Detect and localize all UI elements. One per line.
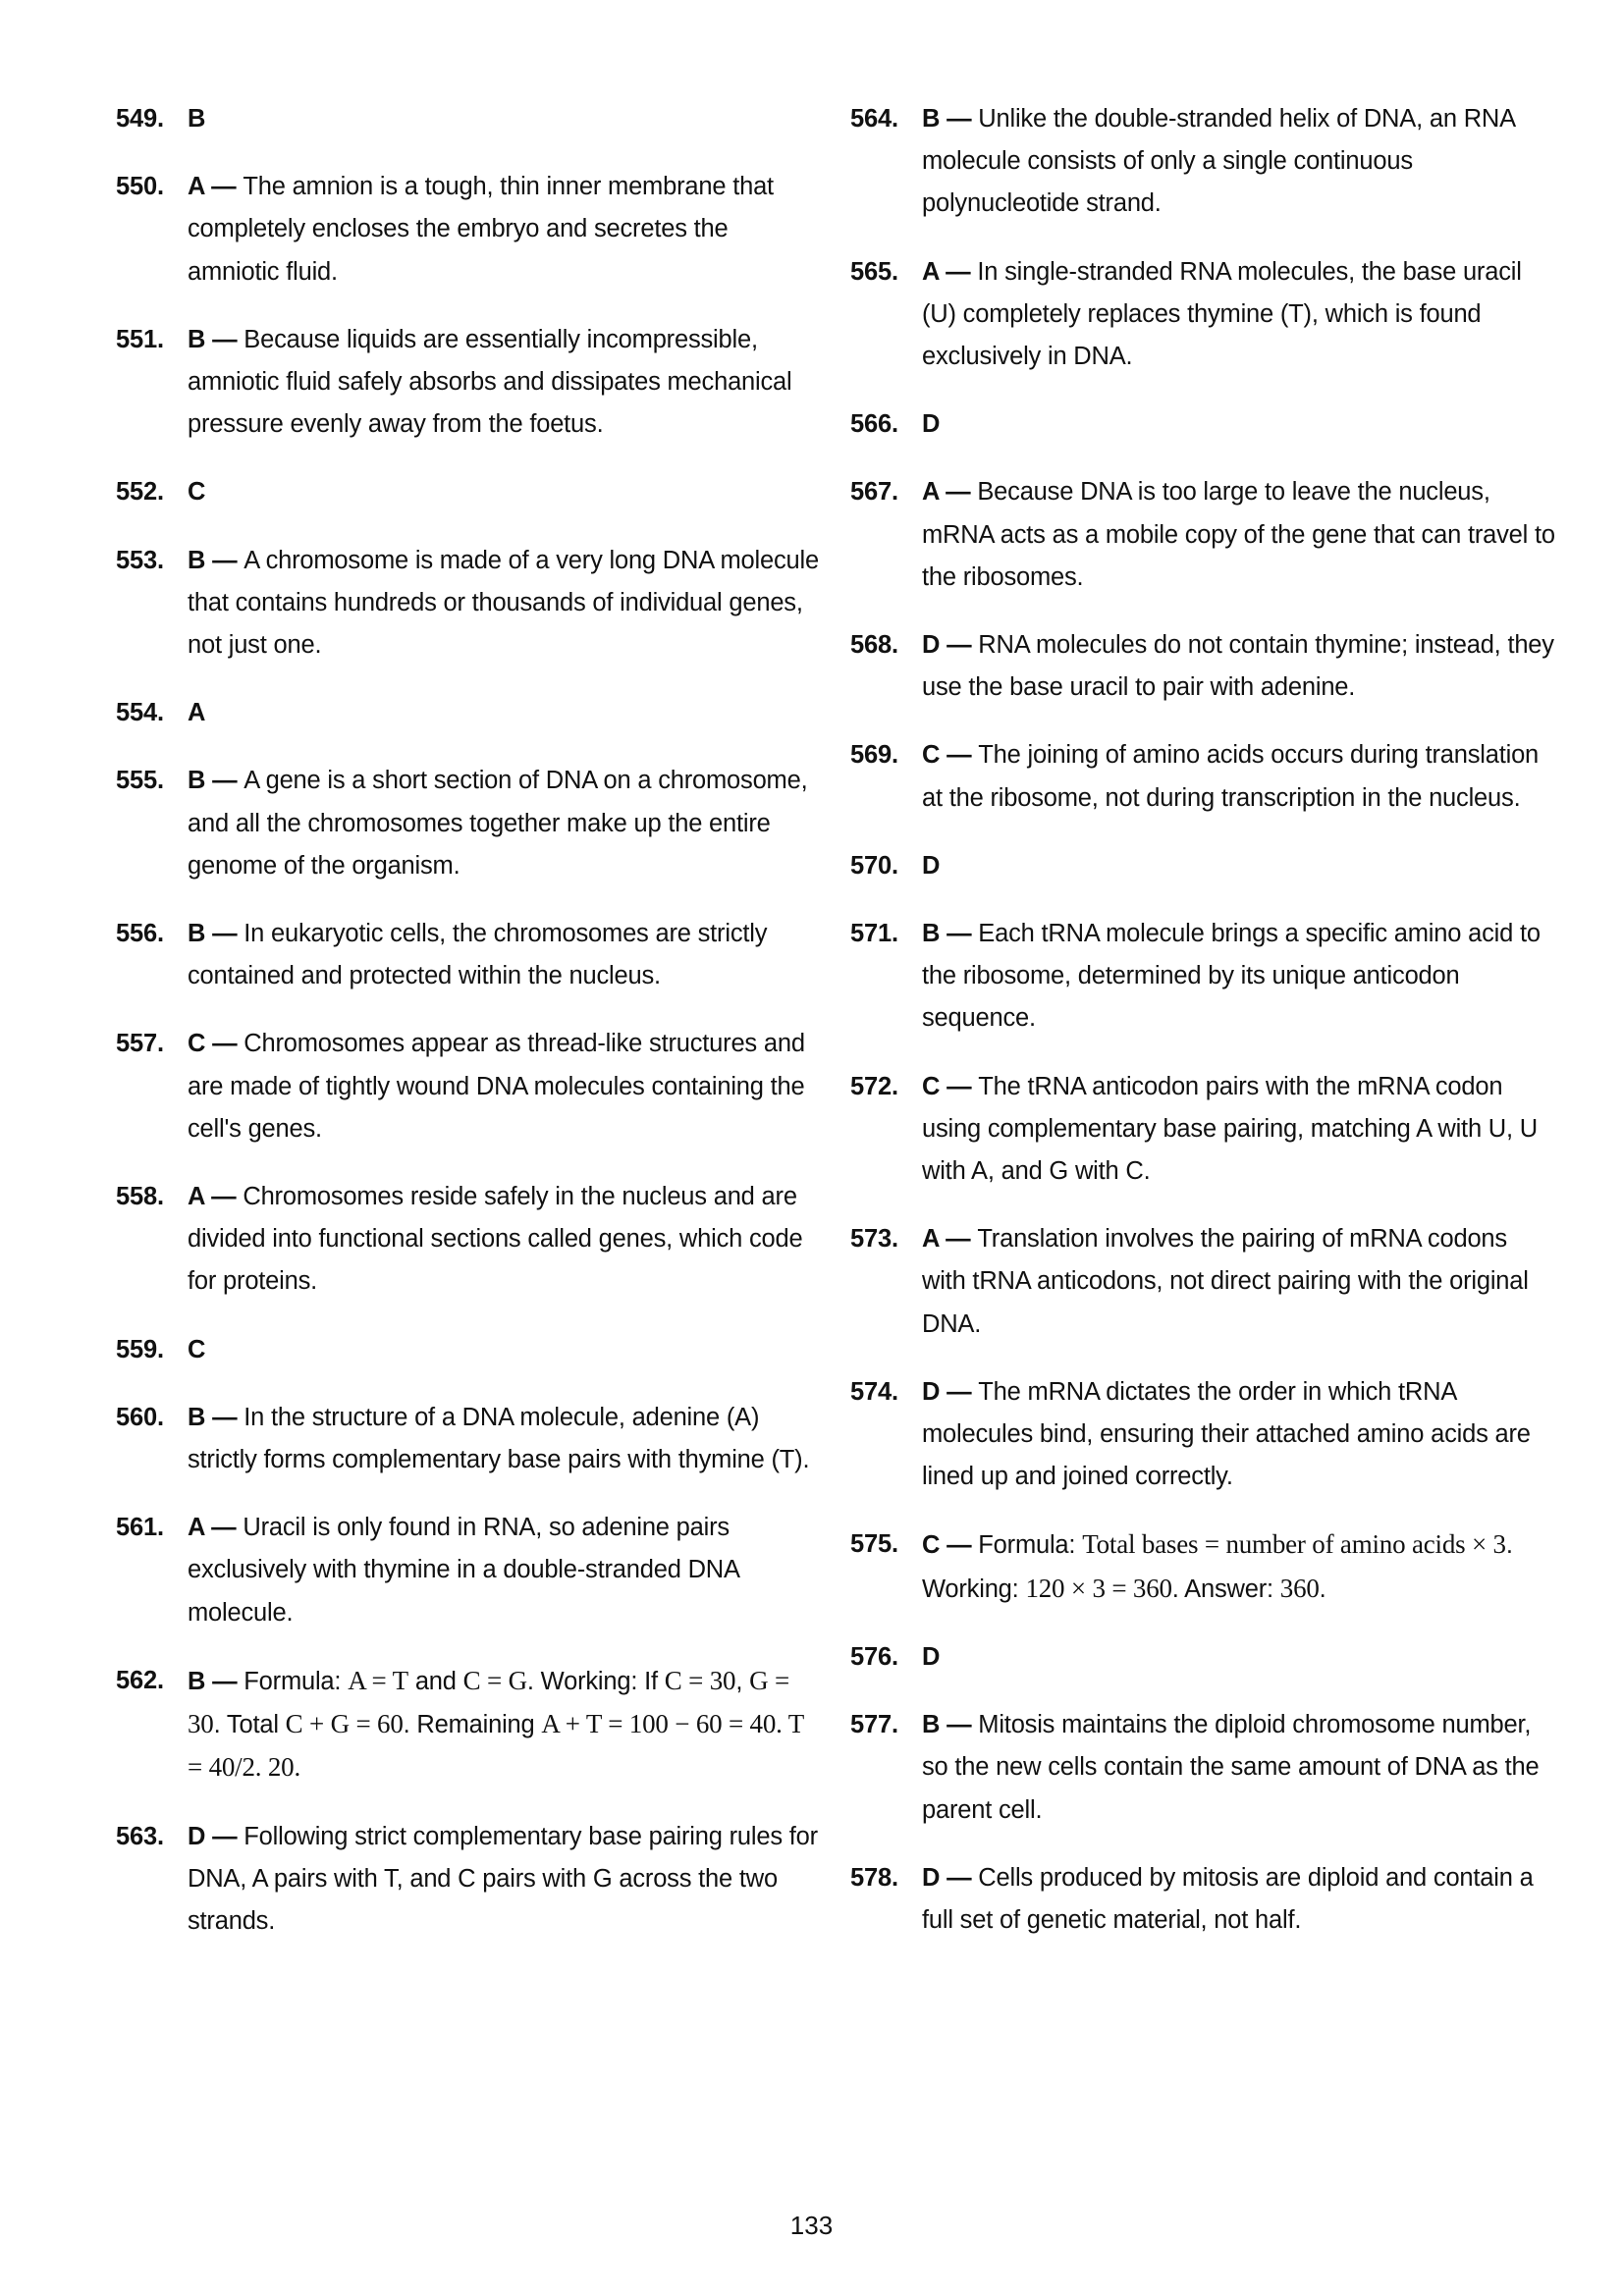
explanation-text: Following strict complementary base pairing rules for DNA, A pairs with T, and C pairs with G across the two strands. xyxy=(188,1822,818,1935)
explanation-text: In eukaryotic cells, the chromosomes are strictly contained and protected within the nucleus. xyxy=(188,920,768,990)
question-number: 561. xyxy=(116,1514,164,1542)
answer-separator: — xyxy=(940,1072,979,1100)
answer-item xyxy=(116,1397,823,1481)
explanation-text: The joining of amino acids occurs during translation at the ribosome, not during transcription in the nucleus. xyxy=(922,741,1540,812)
answer-separator: — xyxy=(940,741,979,770)
question-number: 562. xyxy=(116,1666,164,1694)
explanation-text: . Answer: xyxy=(1171,1575,1280,1603)
question-number: 552. xyxy=(116,478,164,507)
explanation-text: The mRNA dictates the order in which tRNA molecules bind, ensuring their attached amino acids are lined up and joined correctly. xyxy=(922,1377,1531,1491)
explanation-text: Translation involves the pairing of mRNA codons with tRNA anticodons, not direct pairing with the original DNA. xyxy=(922,1225,1529,1338)
answer-letter: C xyxy=(922,1072,941,1100)
question-number: 557. xyxy=(116,1030,164,1058)
answer-letter: D xyxy=(188,1822,206,1850)
explanation-text: Formula: xyxy=(978,1531,1083,1560)
math-expression: C + G = 60 xyxy=(285,1709,404,1739)
answer-item xyxy=(850,1523,1557,1610)
answer-item xyxy=(850,471,1557,599)
answer-separator: — xyxy=(205,920,244,948)
explanation-text: Mitosis maintains the diploid chromosome number, so the new cells contain the same amount of DNA as the parent cell. xyxy=(922,1711,1540,1824)
question-number: 559. xyxy=(116,1335,164,1363)
math-expression: G = 30 xyxy=(188,1665,789,1739)
answer-item xyxy=(116,1507,823,1634)
answer-separator: — xyxy=(940,1531,979,1560)
answer-item xyxy=(116,913,823,997)
question-number: 558. xyxy=(116,1183,164,1211)
answer-separator: — xyxy=(205,546,244,574)
right-answer-column xyxy=(850,98,1557,1967)
answer-letter: A xyxy=(922,478,940,507)
math-expression: 120 × 3 = 360 xyxy=(1025,1573,1172,1603)
answer-letter: B xyxy=(188,920,206,948)
question-number: 578. xyxy=(850,1863,898,1892)
question-number: 549. xyxy=(116,105,164,133)
explanation-text: , xyxy=(735,1667,750,1695)
answer-letter: A xyxy=(188,1183,205,1211)
answer-separator: — xyxy=(940,920,979,948)
answer-item xyxy=(116,760,823,887)
answer-letter: D xyxy=(922,851,941,880)
math-expression: 360 xyxy=(1279,1573,1320,1603)
answer-separator: — xyxy=(205,1667,244,1695)
answer-item xyxy=(850,251,1557,379)
answer-separator: — xyxy=(939,257,978,286)
answer-item xyxy=(850,1857,1557,1942)
question-number: 550. xyxy=(116,173,164,201)
answer-separator: — xyxy=(939,478,978,507)
answer-separator: — xyxy=(205,1403,244,1431)
question-number: 563. xyxy=(116,1822,164,1850)
answer-letter: B xyxy=(188,1667,206,1695)
explanation-text: Chromosomes appear as thread-like structures and are made of tightly wound DNA molecules containing the cell's genes. xyxy=(188,1030,805,1143)
question-number: 567. xyxy=(850,478,898,507)
explanation-text: Formula: xyxy=(243,1667,349,1695)
question-number: 560. xyxy=(116,1403,164,1431)
answer-separator: — xyxy=(204,1514,243,1542)
answer-item xyxy=(116,540,823,667)
answer-separator: — xyxy=(204,1183,243,1211)
question-number: 568. xyxy=(850,631,898,660)
answer-letter: D xyxy=(922,1377,941,1406)
question-number: 556. xyxy=(116,920,164,948)
question-number: 551. xyxy=(116,325,164,353)
answer-item xyxy=(850,403,1557,446)
answer-letter: D xyxy=(922,631,941,660)
question-number: 577. xyxy=(850,1711,898,1739)
answer-item xyxy=(116,1023,823,1150)
answer-separator: — xyxy=(940,1863,979,1892)
answer-letter: C xyxy=(922,741,941,770)
answer-letter: B xyxy=(922,920,941,948)
answer-item xyxy=(116,319,823,447)
explanation-text: and xyxy=(407,1667,463,1695)
answer-item xyxy=(116,166,823,294)
answer-letter: D xyxy=(922,1642,941,1671)
answer-item xyxy=(116,1816,823,1944)
question-number: 574. xyxy=(850,1377,898,1406)
question-number: 576. xyxy=(850,1642,898,1671)
answer-separator: — xyxy=(939,1225,978,1254)
answer-item xyxy=(850,1704,1557,1832)
answer-item xyxy=(850,1371,1557,1499)
answer-letter: D xyxy=(922,1863,941,1892)
answer-letter: C xyxy=(922,1531,941,1560)
answer-item xyxy=(116,692,823,734)
answer-letter: B xyxy=(188,105,206,133)
answer-separator: — xyxy=(940,105,979,133)
answer-item xyxy=(850,624,1557,709)
explanation-text: . xyxy=(1319,1575,1326,1603)
math-expression: A = T xyxy=(348,1665,408,1695)
answer-letter: B xyxy=(188,767,206,795)
math-expression: A + T = 100 − 60 = 40. T = 40/2. 20. xyxy=(188,1709,804,1783)
answer-letter: C xyxy=(188,1335,206,1363)
explanation-text: . Remaining xyxy=(403,1711,542,1739)
question-number: 575. xyxy=(850,1530,898,1559)
explanation-text: Because liquids are essentially incompressible, amniotic fluid safely absorbs and dissipates mechanical pressure evenly away from the foetus. xyxy=(188,325,792,439)
explanation-text: . Total xyxy=(213,1711,286,1739)
explanation-text: A chromosome is made of a very long DNA molecule that contains hundreds or thousands of individual genes, not just one. xyxy=(188,546,819,660)
explanation-text: Unlike the double-stranded helix of DNA, an RNA molecule consists of only a single continuous polynucleotide strand. xyxy=(922,105,1515,218)
answer-separator: — xyxy=(204,173,243,201)
math-expression: C = G xyxy=(462,1665,527,1695)
explanation-text: In single-stranded RNA molecules, the base uracil (U) completely replaces thymine (T), which is found exclusively in DNA. xyxy=(922,257,1522,371)
question-number: 555. xyxy=(116,767,164,795)
math-expression: Total bases = number of amino acids × 3 xyxy=(1082,1529,1506,1560)
answer-letter: A xyxy=(188,1514,205,1542)
explanation-text: RNA molecules do not contain thymine; instead, they use the base uracil to pair with adenine. xyxy=(922,631,1554,702)
answer-separator: — xyxy=(205,767,244,795)
answer-letter: C xyxy=(188,478,206,507)
answer-item xyxy=(850,1066,1557,1194)
answer-separator: — xyxy=(940,1711,979,1739)
answer-item xyxy=(850,913,1557,1041)
question-number: 554. xyxy=(116,699,164,727)
answer-item xyxy=(850,734,1557,819)
question-number: 573. xyxy=(850,1225,898,1254)
question-number: 564. xyxy=(850,105,898,133)
question-number: 565. xyxy=(850,257,898,286)
answer-item xyxy=(850,98,1557,226)
explanation-text: The amnion is a tough, thin inner membrane that completely encloses the embryo and secretes the amniotic fluid. xyxy=(188,173,774,286)
answer-item xyxy=(850,1636,1557,1679)
question-number: 553. xyxy=(116,546,164,574)
answer-letter: D xyxy=(922,410,941,439)
explanation-text: Chromosomes reside safely in the nucleus and are divided into functional sections called genes, which code for proteins. xyxy=(188,1183,803,1296)
answer-letter: B xyxy=(188,325,206,353)
question-number: 570. xyxy=(850,851,898,880)
explanation-text: . Working: xyxy=(922,1531,1513,1603)
explanation-text: Cells produced by mitosis are diploid and contain a full set of genetic material, not half. xyxy=(922,1863,1534,1934)
answer-letter: A xyxy=(922,257,940,286)
explanation-text: Each tRNA molecule brings a specific amino acid to the ribosome, determined by its unique anticodon sequence. xyxy=(922,920,1541,1033)
answer-item xyxy=(850,1218,1557,1346)
answer-item xyxy=(116,1660,823,1790)
answer-letter: B xyxy=(188,546,206,574)
answer-item xyxy=(116,98,823,140)
answer-letter: B xyxy=(922,1711,941,1739)
question-number: 566. xyxy=(850,410,898,439)
question-number: 569. xyxy=(850,741,898,770)
answer-letter: B xyxy=(188,1403,206,1431)
answer-separator: — xyxy=(205,1822,244,1850)
answer-letter: A xyxy=(188,173,205,201)
answer-item xyxy=(850,845,1557,887)
answer-letter: B xyxy=(922,105,941,133)
answer-separator: — xyxy=(205,325,244,353)
page-number: 133 xyxy=(789,2211,834,2240)
answer-letter: A xyxy=(922,1225,940,1254)
answer-separator: — xyxy=(205,1030,244,1058)
answer-separator: — xyxy=(940,1377,979,1406)
math-expression: C = 30 xyxy=(664,1665,736,1695)
answer-letter: A xyxy=(188,699,206,727)
explanation-text: The tRNA anticodon pairs with the mRNA codon using complementary base pairing, matching A with U, U with A, and G with C. xyxy=(922,1072,1539,1186)
answer-item xyxy=(116,1329,823,1371)
explanation-text: Uracil is only found in RNA, so adenine pairs exclusively with thymine in a double-stranded DNA molecule. xyxy=(188,1514,739,1627)
explanation-text: In the structure of a DNA molecule, adenine (A) strictly forms complementary base pairs with thymine (T). xyxy=(188,1403,810,1474)
explanation-text: A gene is a short section of DNA on a chromosome, and all the chromosomes together make up the entire genome of the organism. xyxy=(188,767,808,880)
answer-item xyxy=(116,471,823,513)
answer-item xyxy=(116,1176,823,1304)
question-number: 572. xyxy=(850,1072,898,1100)
answer-separator: — xyxy=(940,631,979,660)
answer-letter: C xyxy=(188,1030,206,1058)
explanation-text: Because DNA is too large to leave the nucleus, mRNA acts as a mobile copy of the gene that can travel to the ribosomes. xyxy=(922,478,1555,591)
question-number: 571. xyxy=(850,920,898,948)
explanation-text: . Working: If xyxy=(526,1667,665,1695)
left-answer-column xyxy=(116,98,823,1968)
